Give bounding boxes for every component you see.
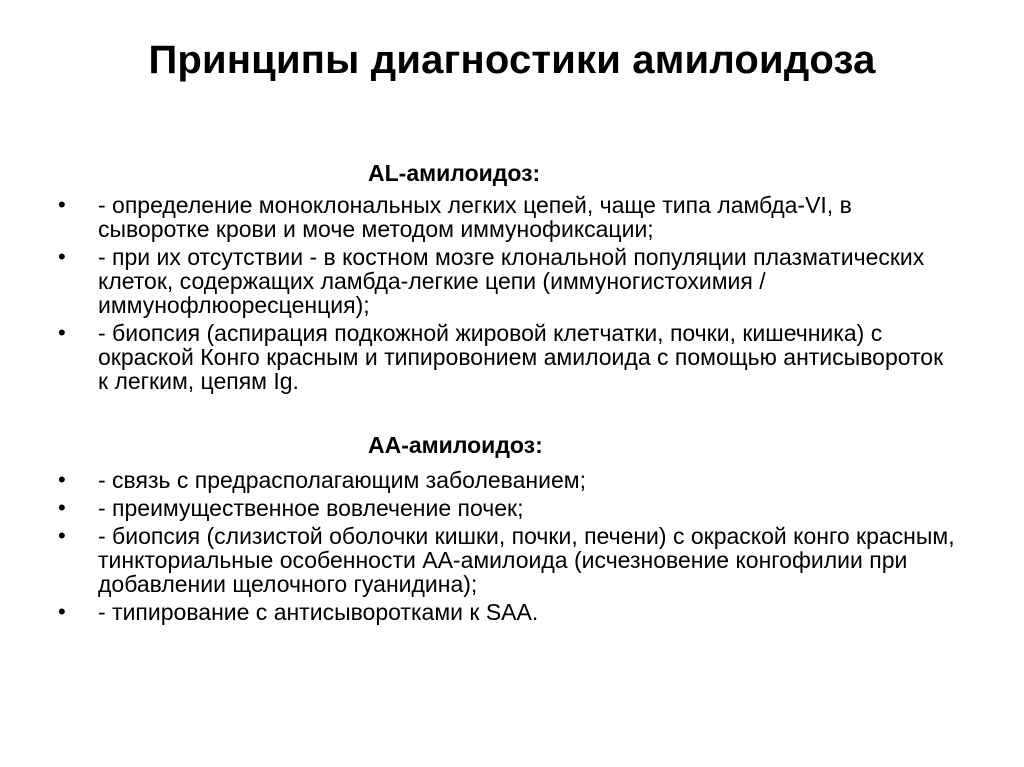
al-bullet-list [0,193,958,397]
list-item-text: - при их отсутствии - в костном мозге клональной популяции плазматических клеток, содержащих ламбда-легкие цепи (иммуногистохимия / иммунофлюоресценция); [98,244,925,318]
list-item [0,496,958,520]
list-item [0,468,958,492]
bullet-icon: • [58,467,66,492]
bullet-icon: • [58,495,66,520]
bullet-icon: • [58,599,66,624]
list-item-text: - преимущественное вовлечение почек; [98,495,524,521]
list-item-text: - биопсия (аспирация подкожной жировой клетчатки, почки, кишечника) с окраской Конго красным и типировонием амилоида с помощью антисывороток к легким, цепям Ig. [98,320,944,394]
bullet-icon: • [58,244,66,269]
list-item [0,600,958,624]
bullet-icon: • [58,523,66,548]
aa-bullet-list [0,468,958,628]
bullet-icon: • [58,192,66,217]
list-item [0,321,958,393]
section-heading-aa: АА-амилоидоз: [368,432,543,458]
list-item [0,524,958,596]
list-item-text: - связь с предрасполагающим заболеванием; [98,467,586,493]
section-heading-al: AL-амилоидоз: [368,160,541,186]
list-item-text: - биопсия (слизистой оболочки кишки, почки, печени) с окраской конго красным, тинкториальные особенности АА-амилоида (исчезновение конгофилии при добавлении щелочного гуанидина); [98,523,955,597]
list-item-text: - определение моноклональных легких цепей, чаще типа ламбда-VI, в сыворотке крови и моче методом иммунофиксации; [98,192,852,242]
list-item [0,193,958,241]
list-item-text: - типирование с антисыворотками к SAA. [98,599,539,625]
list-item [0,245,958,317]
bullet-icon: • [58,320,66,345]
slide-title: Принципы диагностики амилоидоза [148,38,876,82]
